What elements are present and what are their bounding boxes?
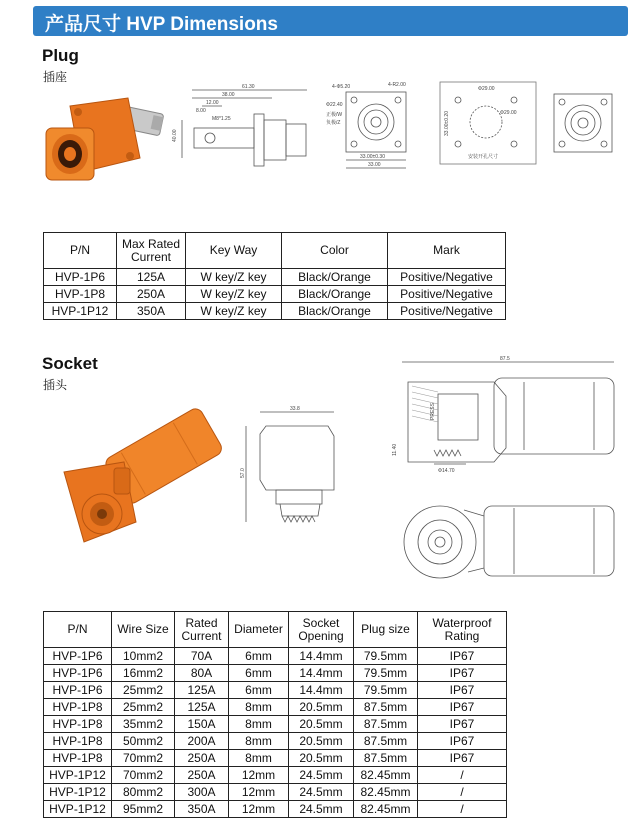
table-cell: 350A (175, 801, 229, 818)
dim-label: Φ22.40 (326, 102, 343, 108)
table-cell: 82.45mm (354, 784, 418, 801)
table-cell: 6mm (229, 665, 289, 682)
table-row (44, 767, 507, 784)
table-cell: 14.4mm (289, 682, 354, 699)
table-header: Mark (388, 233, 506, 269)
table-cell: 82.45mm (354, 801, 418, 818)
table-cell: 150A (175, 716, 229, 733)
table-cell: Positive/Negative (388, 303, 506, 320)
dim-label: 57.0 (240, 468, 246, 478)
table-cell: 250A (117, 286, 186, 303)
table-row (44, 733, 507, 750)
dim-label: 40.00 (172, 129, 178, 142)
table-cell: / (418, 801, 507, 818)
table-cell: 125A (175, 699, 229, 716)
table-cell: 12mm (229, 784, 289, 801)
table-cell: HVP-1P8 (44, 750, 112, 767)
table-row (44, 682, 507, 699)
plug-subtitle: 插座 (43, 70, 68, 84)
table-cell: 87.5mm (354, 733, 418, 750)
table-cell: HVP-1P6 (44, 648, 112, 665)
table-cell: 95mm2 (112, 801, 175, 818)
table-cell: 80mm2 (112, 784, 175, 801)
table-row (44, 665, 507, 682)
table-cell: Black/Orange (282, 269, 388, 286)
table-cell: HVP-1P12 (44, 801, 112, 818)
dim-label: 4-R2.00 (388, 82, 406, 88)
table-row (44, 269, 506, 286)
plug-front-drawing (322, 80, 434, 180)
table-cell: W key/Z key (186, 269, 282, 286)
table-row (44, 286, 506, 303)
table-cell: 12mm (229, 767, 289, 784)
dim-label: 正极/W (326, 112, 343, 118)
table-cell: 87.5mm (354, 699, 418, 716)
dim-label: 安装开孔尺寸 (468, 154, 499, 160)
dim-label: 38.00 (222, 92, 235, 98)
table-cell: 125A (117, 269, 186, 286)
dim-label: 33.00±0.30 (360, 154, 385, 160)
table-cell: 20.5mm (289, 733, 354, 750)
table-row (44, 750, 507, 767)
table-header: Socket Opening (289, 612, 354, 648)
table-cell: 350A (117, 303, 186, 320)
table-row (44, 303, 506, 320)
dim-label: 61.30 (242, 84, 255, 90)
dim-label: Φ14.70 (438, 468, 455, 474)
table-header: Key Way (186, 233, 282, 269)
table-cell: 24.5mm (289, 784, 354, 801)
table-cell: 8mm (229, 733, 289, 750)
table-header: Color (282, 233, 388, 269)
table-cell: 35mm2 (112, 716, 175, 733)
table-header: P/N (44, 233, 117, 269)
table-cell: Positive/Negative (388, 269, 506, 286)
table-cell: IP67 (418, 648, 507, 665)
socket-subtitle: 插头 (43, 378, 68, 392)
plug-cutout-drawing (438, 80, 538, 166)
dim-label: 12.00 (206, 100, 219, 106)
table-cell: HVP-1P8 (44, 716, 112, 733)
table-cell: W key/Z key (186, 286, 282, 303)
plug-title: Plug (42, 46, 79, 65)
table-cell: 50mm2 (112, 733, 175, 750)
table-header: Plug size (354, 612, 418, 648)
table-cell: HVP-1P6 (44, 682, 112, 699)
table-cell: 8mm (229, 716, 289, 733)
table-cell: 250A (175, 767, 229, 784)
table-cell: W key/Z key (186, 303, 282, 320)
table-cell: 87.5mm (354, 716, 418, 733)
table-cell: 82.45mm (354, 767, 418, 784)
socket-photo (44, 402, 234, 562)
dim-label: 87.5 (500, 356, 510, 362)
table-cell: 79.5mm (354, 682, 418, 699)
table-cell: 8mm (229, 750, 289, 767)
dim-label: 8.00 (196, 108, 206, 114)
table-cell: 8mm (229, 699, 289, 716)
table-cell: IP67 (418, 699, 507, 716)
table-header: Max Rated Current (117, 233, 186, 269)
table-cell: 16mm2 (112, 665, 175, 682)
table-cell: Black/Orange (282, 286, 388, 303)
table-cell: HVP-1P12 (44, 767, 112, 784)
table-cell: 20.5mm (289, 699, 354, 716)
table-row (44, 784, 507, 801)
table-cell: Black/Orange (282, 303, 388, 320)
dim-label: 11.40 (392, 443, 398, 456)
dim-label: Φ29.00 (500, 110, 517, 116)
table-cell: IP67 (418, 733, 507, 750)
dim-label: Φ29.00 (478, 86, 495, 92)
table-header: P/N (44, 612, 112, 648)
table-cell: 25mm2 (112, 699, 175, 716)
table-cell: 87.5mm (354, 750, 418, 767)
table-cell: IP67 (418, 716, 507, 733)
table-cell: IP67 (418, 750, 507, 767)
table-cell: / (418, 784, 507, 801)
table-cell: 70A (175, 648, 229, 665)
table-cell: 20.5mm (289, 716, 354, 733)
table-cell: 10mm2 (112, 648, 175, 665)
table-cell: HVP-1P8 (44, 733, 112, 750)
table-cell: 12mm (229, 801, 289, 818)
table-cell: IP67 (418, 665, 507, 682)
dim-label: 33.8 (290, 406, 300, 412)
table-cell: 6mm (229, 682, 289, 699)
socket-side-drawing (394, 352, 620, 482)
table-cell: 79.5mm (354, 665, 418, 682)
table-cell: HVP-1P12 (44, 303, 117, 320)
socket-bottom-drawing (394, 488, 620, 588)
socket-table (43, 611, 507, 818)
table-row (44, 648, 507, 665)
table-header: Diameter (229, 612, 289, 648)
table-cell: HVP-1P6 (44, 665, 112, 682)
table-cell: 6mm (229, 648, 289, 665)
table-cell: 14.4mm (289, 665, 354, 682)
table-cell: HVP-1P8 (44, 699, 112, 716)
table-cell: 24.5mm (289, 767, 354, 784)
table-header: Waterproof Rating (418, 612, 507, 648)
table-cell: Positive/Negative (388, 286, 506, 303)
plug-photo (40, 88, 180, 203)
table-cell: 125A (175, 682, 229, 699)
table-cell: 70mm2 (112, 767, 175, 784)
header-title: 产品尺寸 HVP Dimensions (45, 14, 278, 35)
dim-label: M8*1.25 (212, 116, 231, 122)
dim-label: 负极/Z (326, 120, 341, 126)
table-cell: 79.5mm (354, 648, 418, 665)
table-cell: 20.5mm (289, 750, 354, 767)
table-cell: HVP-1P6 (44, 269, 117, 286)
plug-side-drawing (172, 80, 322, 180)
table-cell: 300A (175, 784, 229, 801)
table-cell: HVP-1P8 (44, 286, 117, 303)
dim-label: 4-Φ5.20 (332, 84, 351, 90)
table-cell: 250A (175, 750, 229, 767)
plug-table (43, 232, 506, 320)
plug-rear-drawing (548, 88, 618, 160)
dim-label: 33.00±0.20 (444, 111, 450, 136)
table-row (44, 699, 507, 716)
table-cell: HVP-1P12 (44, 784, 112, 801)
table-cell: 80A (175, 665, 229, 682)
table-cell: 200A (175, 733, 229, 750)
socket-title: Socket (42, 354, 98, 373)
table-cell: 25mm2 (112, 682, 175, 699)
table-header: Wire Size (112, 612, 175, 648)
dim-label: 33.00 (368, 162, 381, 168)
table-row (44, 716, 507, 733)
table-cell: 14.4mm (289, 648, 354, 665)
socket-front-drawing (238, 404, 348, 534)
table-cell: 24.5mm (289, 801, 354, 818)
press-label: PRESS (430, 403, 436, 420)
table-row (44, 801, 507, 818)
table-cell: IP67 (418, 682, 507, 699)
table-header: Rated Current (175, 612, 229, 648)
table-cell: 70mm2 (112, 750, 175, 767)
section-header (33, 6, 628, 36)
table-cell: / (418, 767, 507, 784)
